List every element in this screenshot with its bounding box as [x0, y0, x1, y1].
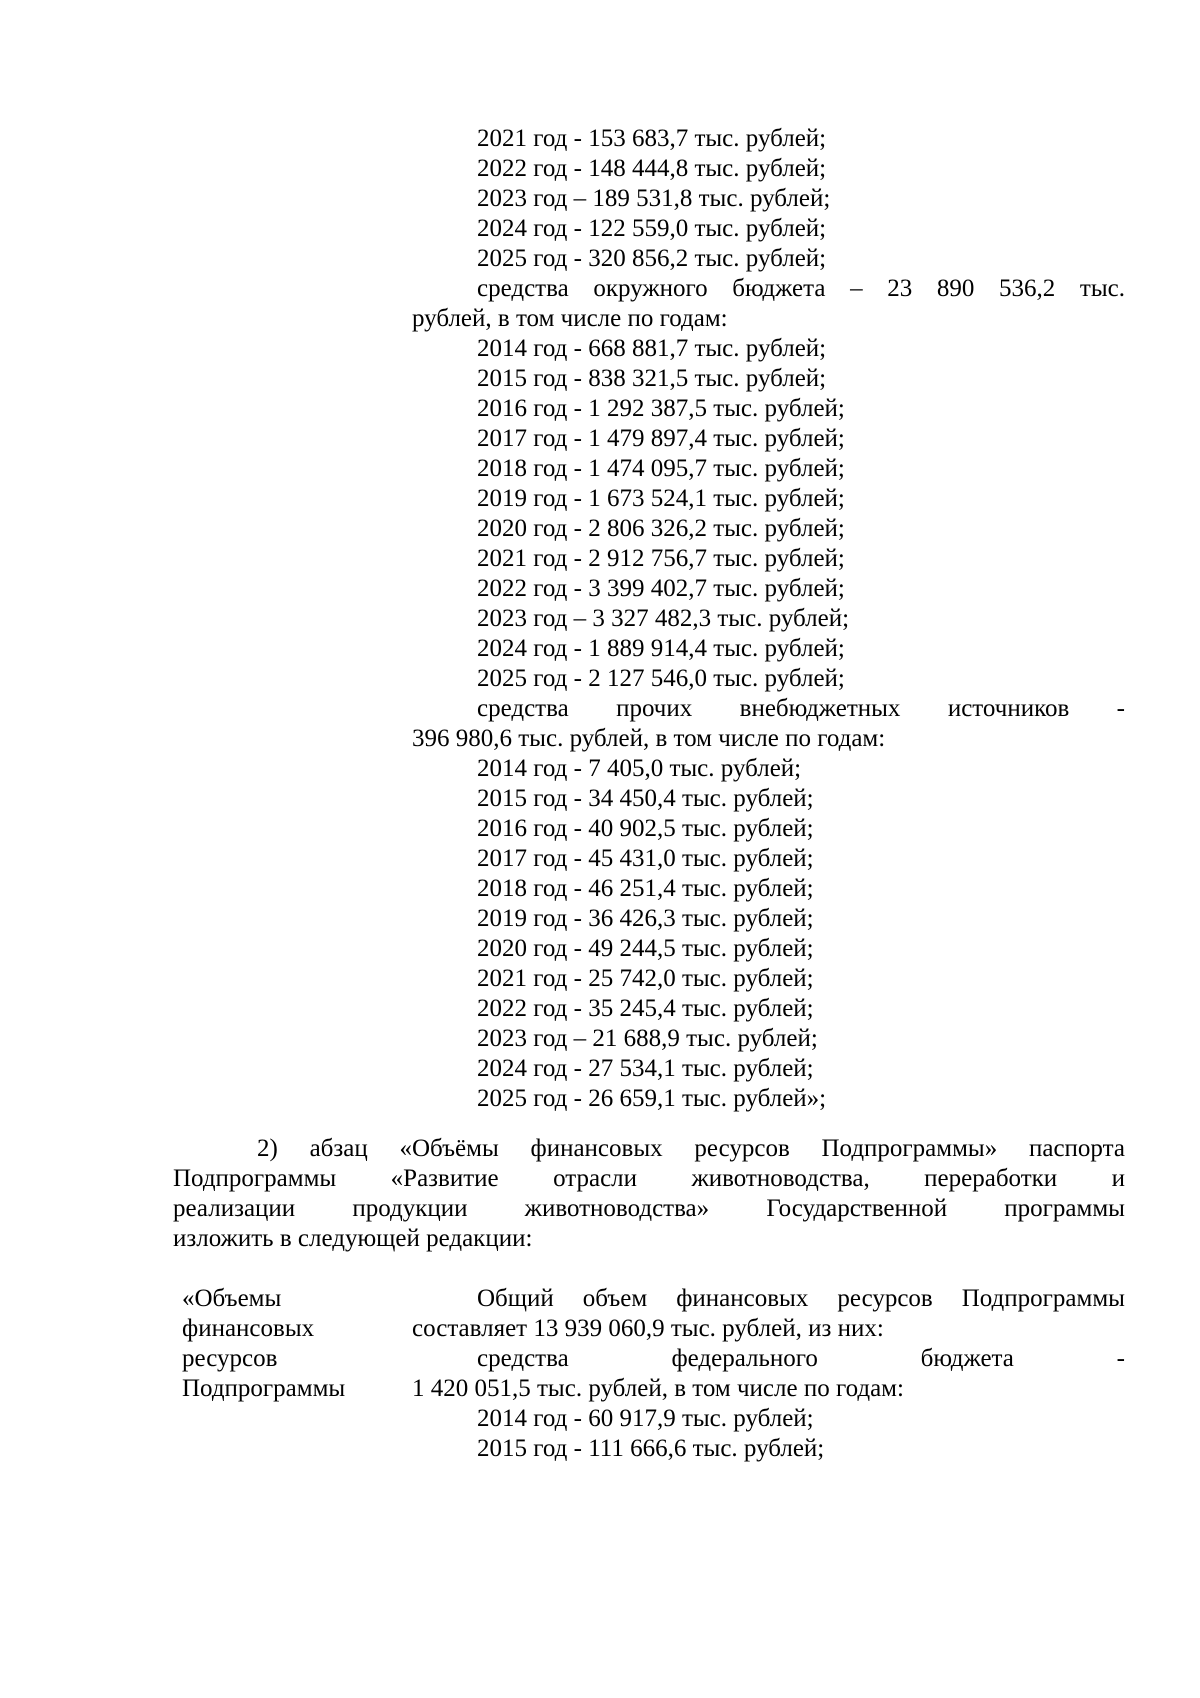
- table-label-line: финансовых: [182, 1315, 315, 1342]
- table-label-line: «Объемы: [182, 1285, 282, 1312]
- okrug-budget-tail: рублей, в том числе по годам:: [412, 305, 728, 332]
- other-sources-tail: 396 980,6 тыс. рублей, в том числе по годам:: [412, 725, 886, 752]
- year-line: 2019 год - 1 673 524,1 тыс. рублей;: [477, 485, 845, 512]
- year-line: 2018 год - 46 251,4 тыс. рублей;: [477, 875, 814, 902]
- year-line: 2022 год - 35 245,4 тыс. рублей;: [477, 995, 814, 1022]
- year-line: 2022 год - 148 444,8 тыс. рублей;: [477, 155, 827, 182]
- item2-line-4: изложить в следующей редакции:: [173, 1225, 533, 1252]
- year-line: 2018 год - 1 474 095,7 тыс. рублей;: [477, 455, 845, 482]
- item2-line-1: 2) абзац «Объёмы финансовых ресурсов Подпрограммы» паспорта: [257, 1135, 1125, 1162]
- year-line: 2025 год - 2 127 546,0 тыс. рублей;: [477, 665, 845, 692]
- year-line: 2024 год - 27 534,1 тыс. рублей;: [477, 1055, 814, 1082]
- year-line: 2024 год - 122 559,0 тыс. рублей;: [477, 215, 827, 242]
- year-line: 2017 год - 1 479 897,4 тыс. рублей;: [477, 425, 845, 452]
- table-label-line: ресурсов: [182, 1345, 278, 1372]
- item2-line-3: реализации продукции животноводства» Государственной программы: [173, 1195, 1125, 1222]
- year-line: 2015 год - 34 450,4 тыс. рублей;: [477, 785, 814, 812]
- year-line: 2024 год - 1 889 914,4 тыс. рублей;: [477, 635, 845, 662]
- total-volume-tail: составляет 13 939 060,9 тыс. рублей, из них:: [412, 1315, 884, 1342]
- table-label-line: Подпрограммы: [182, 1375, 346, 1402]
- year-line: 2025 год - 320 856,2 тыс. рублей;: [477, 245, 827, 272]
- year-line: 2023 год – 189 531,8 тыс. рублей;: [477, 185, 831, 212]
- year-line: 2014 год - 668 881,7 тыс. рублей;: [477, 335, 827, 362]
- year-line: 2025 год - 26 659,1 тыс. рублей»;: [477, 1085, 827, 1112]
- year-line: 2023 год – 21 688,9 тыс. рублей;: [477, 1025, 818, 1052]
- item2-line-2: Подпрограммы «Развитие отрасли животноводства, переработки и: [173, 1165, 1125, 1192]
- year-line: 2014 год - 60 917,9 тыс. рублей;: [477, 1405, 814, 1432]
- total-volume-heading: Общий объем финансовых ресурсов Подпрограммы: [477, 1285, 1125, 1312]
- year-line: 2015 год - 838 321,5 тыс. рублей;: [477, 365, 827, 392]
- federal-budget-tail: 1 420 051,5 тыс. рублей, в том числе по годам:: [412, 1375, 904, 1402]
- year-line: 2015 год - 111 666,6 тыс. рублей;: [477, 1435, 825, 1462]
- year-line: 2016 год - 1 292 387,5 тыс. рублей;: [477, 395, 845, 422]
- year-line: 2020 год - 49 244,5 тыс. рублей;: [477, 935, 814, 962]
- year-line: 2021 год - 2 912 756,7 тыс. рублей;: [477, 545, 845, 572]
- year-line: 2014 год - 7 405,0 тыс. рублей;: [477, 755, 802, 782]
- year-line: 2017 год - 45 431,0 тыс. рублей;: [477, 845, 814, 872]
- year-line: 2019 год - 36 426,3 тыс. рублей;: [477, 905, 814, 932]
- year-line: 2021 год - 153 683,7 тыс. рублей;: [477, 125, 827, 152]
- other-sources-heading: средства прочих внебюджетных источников -: [477, 695, 1125, 722]
- federal-budget-heading: средства федерального бюджета -: [477, 1345, 1125, 1372]
- year-line: 2020 год - 2 806 326,2 тыс. рублей;: [477, 515, 845, 542]
- year-line: 2023 год – 3 327 482,3 тыс. рублей;: [477, 605, 850, 632]
- year-line: 2016 год - 40 902,5 тыс. рублей;: [477, 815, 814, 842]
- okrug-budget-heading: средства окружного бюджета – 23 890 536,2 тыс.: [477, 275, 1125, 302]
- year-line: 2021 год - 25 742,0 тыс. рублей;: [477, 965, 814, 992]
- year-line: 2022 год - 3 399 402,7 тыс. рублей;: [477, 575, 845, 602]
